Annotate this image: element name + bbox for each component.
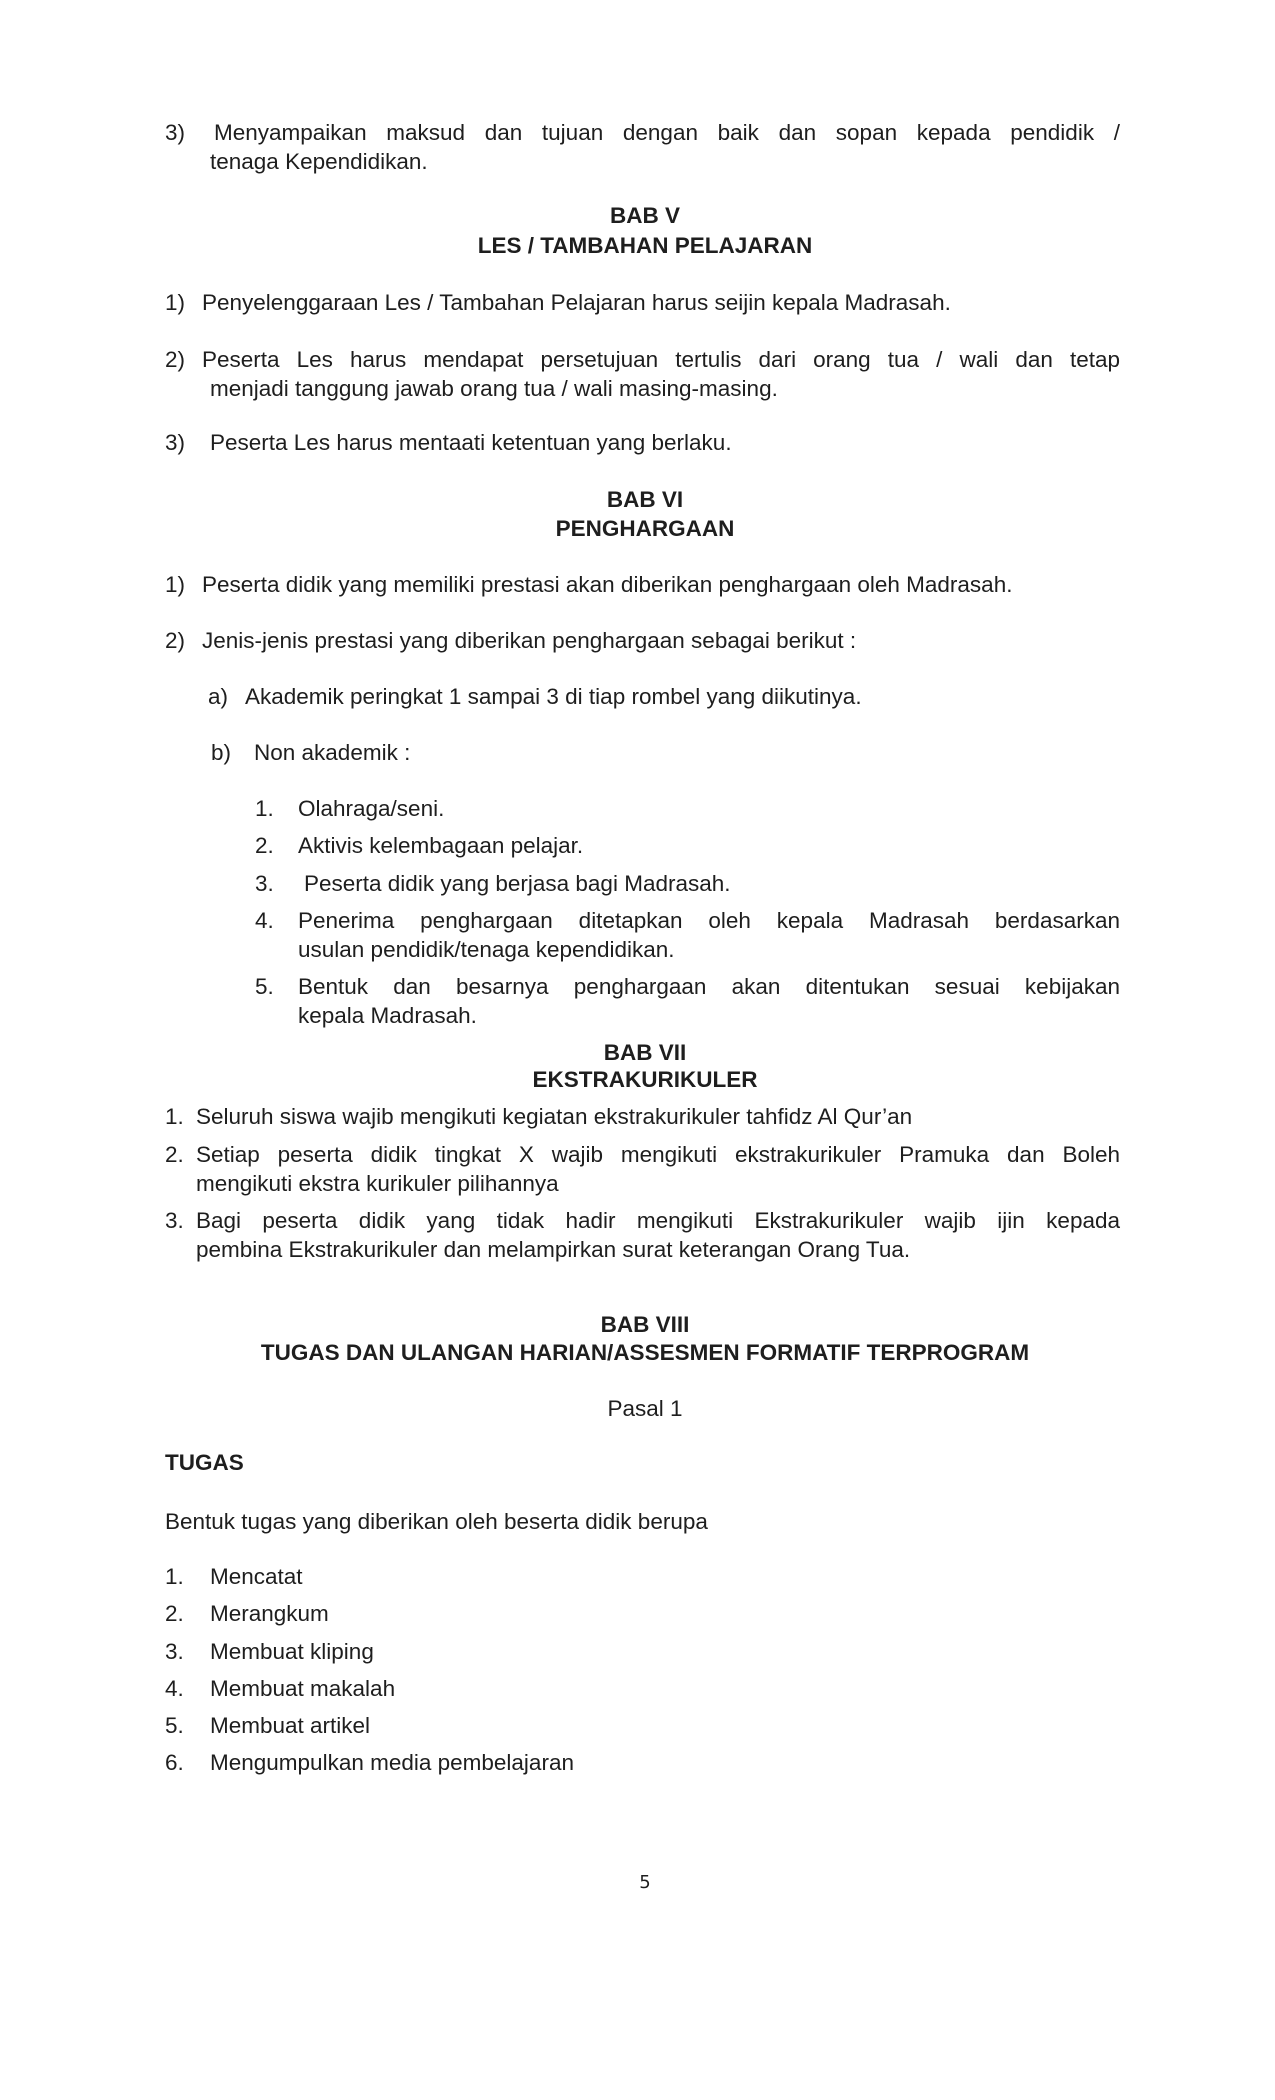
list-number: 2.	[165, 1601, 184, 1626]
list-item-text-cont: usulan pendidik/tenaga kependidikan.	[298, 937, 675, 962]
list-number: 1.	[165, 1564, 184, 1589]
list-item-text: Jenis-jenis prestasi yang diberikan penghargaan sebagai berikut :	[202, 628, 857, 653]
sublist-letter: a)	[208, 684, 229, 709]
list-item-text: Peserta didik yang memiliki prestasi akan diberikan penghargaan oleh Madrasah.	[202, 572, 1013, 597]
chapter-heading: BAB V	[609, 203, 680, 228]
list-item-text: Membuat kliping	[210, 1639, 374, 1664]
list-item-text: Membuat makalah	[210, 1676, 396, 1701]
list-number: 5.	[165, 1713, 184, 1738]
chapter-title: LES / TAMBAHAN PELAJARAN	[477, 233, 813, 258]
list-item-text: Bentuk dan besarnya penghargaan akan ditentukan sesuai kebijakan	[298, 974, 1120, 999]
list-number: 1)	[165, 290, 186, 315]
list-number: 1.	[165, 1104, 184, 1129]
list-item-text: Peserta Les harus mentaati ketentuan yang berlaku.	[210, 430, 732, 455]
list-number: 3.	[165, 1208, 184, 1233]
list-item-text-cont: kepala Madrasah.	[298, 1003, 477, 1028]
list-item-text-cont: tenaga Kependidikan.	[210, 149, 428, 174]
list-item-text: Penyelenggaraan Les / Tambahan Pelajaran harus seijin kepala Madrasah.	[202, 290, 951, 315]
chapter-heading: BAB VIII	[600, 1312, 690, 1337]
list-number: 3.	[255, 871, 274, 896]
list-number: 4.	[165, 1676, 184, 1701]
chapter-title: TUGAS DAN ULANGAN HARIAN/ASSESMEN FORMATIF TERPROGRAM	[260, 1340, 1030, 1365]
list-number: 2.	[165, 1142, 184, 1167]
chapter-heading: BAB VII	[603, 1040, 687, 1065]
list-number: 1)	[165, 572, 186, 597]
list-number: 3.	[165, 1639, 184, 1664]
pasal-heading: Pasal 1	[607, 1396, 683, 1421]
list-number: 3)	[165, 120, 186, 145]
list-item-text: Bagi peserta didik yang tidak hadir mengikuti Ekstrakurikuler wajib ijin kepada	[196, 1208, 1120, 1233]
list-item-text: Mencatat	[210, 1564, 303, 1589]
list-number: 3)	[165, 430, 186, 455]
sublist-item-text: Non akademik :	[254, 740, 411, 765]
list-item-text-cont: menjadi tanggung jawab orang tua / wali masing-masing.	[210, 376, 778, 401]
list-item-text: Mengumpulkan media pembelajaran	[210, 1750, 574, 1775]
list-number: 1.	[255, 796, 274, 821]
list-item-text: Merangkum	[210, 1601, 329, 1626]
list-item-text: Peserta didik yang berjasa bagi Madrasah.	[304, 871, 731, 896]
page-number: 5	[639, 1872, 651, 1893]
chapter-title: PENGHARGAAN	[555, 516, 735, 541]
section-heading: TUGAS	[165, 1450, 244, 1475]
list-item-text: Setiap peserta didik tingkat X wajib mengikuti ekstrakurikuler Pramuka dan Boleh	[196, 1142, 1120, 1167]
list-number: 2)	[165, 347, 186, 372]
chapter-title: EKSTRAKURIKULER	[532, 1067, 758, 1092]
list-item-text-cont: pembina Ekstrakurikuler dan melampirkan surat keterangan Orang Tua.	[196, 1237, 911, 1262]
list-item-text: Membuat artikel	[210, 1713, 371, 1738]
list-item-text: Menyampaikan maksud dan tujuan dengan baik dan sopan kepada pendidik /	[214, 120, 1120, 145]
list-item-text: Olahraga/seni.	[298, 796, 445, 821]
list-item-text: Peserta Les harus mendapat persetujuan tertulis dari orang tua / wali dan tetap	[202, 347, 1120, 372]
list-number: 5.	[255, 974, 274, 999]
list-item-text-cont: mengikuti ekstra kurikuler pilihannya	[196, 1171, 559, 1196]
list-item-text: Aktivis kelembagaan pelajar.	[298, 833, 584, 858]
list-number: 2)	[165, 628, 186, 653]
chapter-heading: BAB VI	[606, 487, 684, 512]
sublist-letter: b)	[211, 740, 232, 765]
list-number: 2.	[255, 833, 274, 858]
sublist-item-text: Akademik peringkat 1 sampai 3 di tiap rombel yang diikutinya.	[245, 684, 862, 709]
list-item-text: Penerima penghargaan ditetapkan oleh kepala Madrasah berdasarkan	[298, 908, 1120, 933]
paragraph: Bentuk tugas yang diberikan oleh beserta didik berupa	[165, 1509, 708, 1534]
list-number: 6.	[165, 1750, 184, 1775]
list-item-text: Seluruh siswa wajib mengikuti kegiatan ekstrakurikuler tahfidz Al Qur’an	[196, 1104, 913, 1129]
list-number: 4.	[255, 908, 274, 933]
